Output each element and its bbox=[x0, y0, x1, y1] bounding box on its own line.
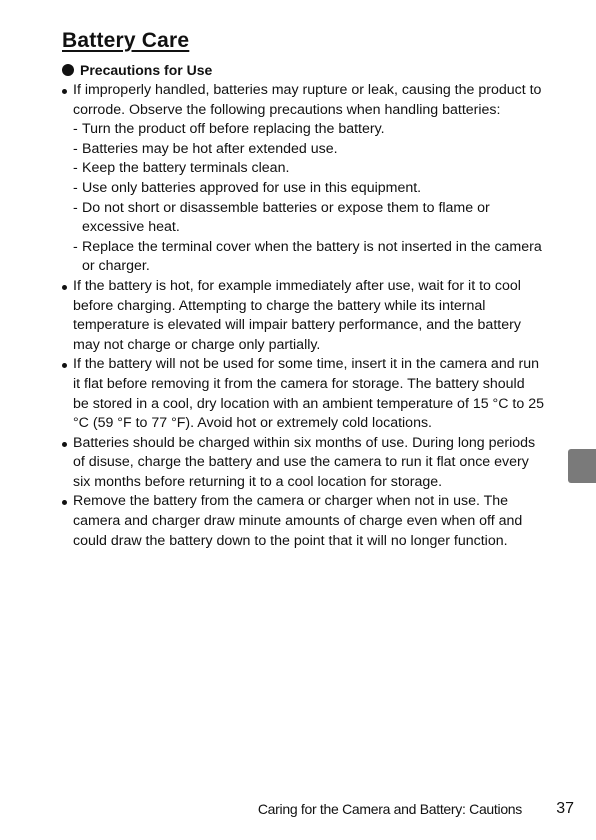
list-item bbox=[62, 81, 544, 277]
sub-list-item: - Do not short or disassemble batteries or expose them to flame or excessive heat. bbox=[73, 199, 490, 236]
list-item bbox=[62, 434, 544, 493]
list-item bbox=[62, 355, 544, 433]
sub-list-item: - Replace the terminal cover when the battery is not inserted in the camera or charger. bbox=[73, 238, 542, 275]
list-item-text: If the battery is hot, for example immediately after use, wait for it to cool before charging. Attempting to charge the battery while its internal temperature is elevated will impair battery performance, and the battery may not charge or charge only partially. bbox=[73, 277, 521, 353]
sub-list-item-text: Batteries may be hot after extended use. bbox=[82, 140, 338, 157]
list-item bbox=[62, 492, 544, 551]
page-number: 37 bbox=[556, 800, 574, 817]
sub-list-item: - Use only batteries approved for use in this equipment. bbox=[73, 179, 422, 196]
list-item-text: If improperly handled, batteries may rupture or leak, causing the product to corrode. Observe the following precautions when handling batteries: bbox=[73, 82, 542, 118]
list-item-text: Remove the battery from the camera or charger when not in use. The camera and charger draw minute amounts of charge even when off and could draw the battery down to the point that it will no longer function. bbox=[73, 493, 523, 549]
sub-list-item-text: Do not short or disassemble batteries or expose them to flame or excessive heat. bbox=[82, 199, 490, 236]
sub-list bbox=[73, 120, 544, 277]
sub-list-item-text: Keep the battery terminals clean. bbox=[82, 160, 290, 177]
list-item-text: If the battery will not be used for some time, insert it in the camera and run it flat before removing it from the camera for storage. The battery should be stored in a cool, dry location with an ambient temperature of 15 °C to 25 °C (59 °F to 77 °F). Avoid hot or extremely cold locations. bbox=[73, 356, 544, 432]
sub-list-item-text: Use only batteries approved for use in this equipment. bbox=[82, 179, 422, 196]
list-item bbox=[62, 277, 544, 355]
page-title: Battery Care bbox=[62, 29, 190, 52]
sub-list-item: - Turn the product off before replacing the battery. bbox=[73, 121, 385, 138]
bullet-circle-icon bbox=[62, 64, 74, 76]
sub-list-item-text: Turn the product off before replacing the battery. bbox=[82, 121, 385, 138]
footer-section-title: Caring for the Camera and Battery: Cautions bbox=[257, 801, 522, 817]
main-content bbox=[62, 81, 544, 551]
precautions-list bbox=[62, 81, 544, 551]
sub-list-item-text: Replace the terminal cover when the battery is not inserted in the camera or charger. bbox=[82, 238, 542, 275]
list-item-text: Batteries should be charged within six months of use. During long periods of disuse, charge the battery and use the camera to run it flat once every six months before returning it to a cool location for storage. bbox=[73, 434, 536, 490]
section-heading bbox=[62, 61, 212, 79]
sub-list-item: - Keep the battery terminals clean. bbox=[73, 160, 290, 177]
sub-list-item: - Batteries may be hot after extended use. bbox=[73, 140, 338, 157]
chapter-tab-marker bbox=[568, 449, 596, 483]
section-heading-label: Precautions for Use bbox=[80, 62, 213, 78]
